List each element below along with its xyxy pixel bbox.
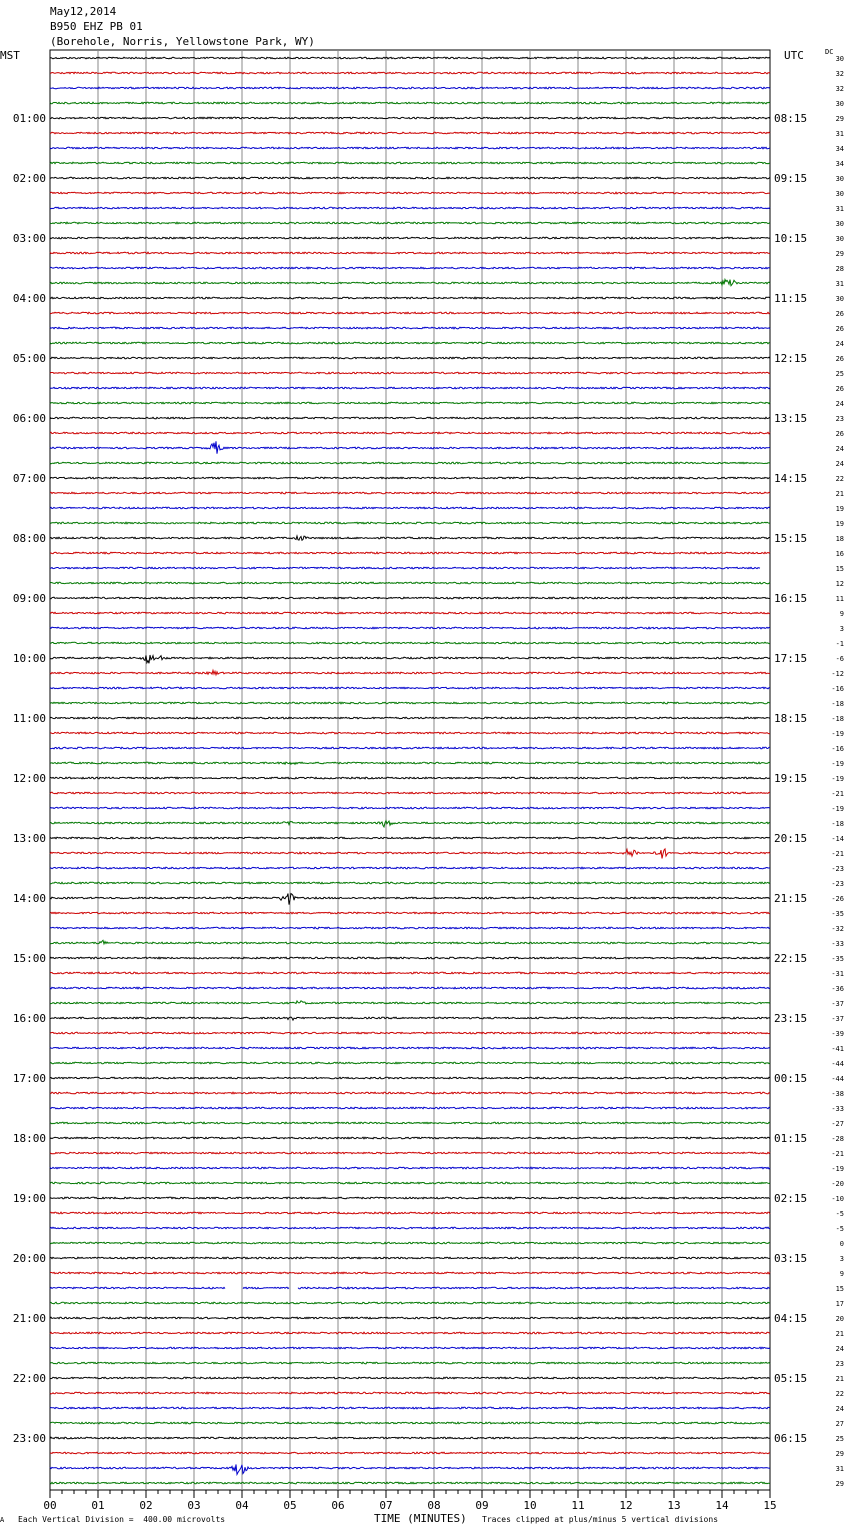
- trace-line: [50, 687, 770, 689]
- trace-line: [50, 1362, 770, 1364]
- dc-offset-label: 30: [835, 190, 844, 198]
- dc-offset-label: -19: [831, 1165, 844, 1173]
- footer-mark: A: [0, 1516, 5, 1524]
- right-hour-label: 06:15: [774, 1432, 808, 1445]
- dc-offset-label: 23: [835, 415, 844, 423]
- left-hour-label: 09:00: [12, 592, 46, 605]
- trace-line: [50, 732, 770, 734]
- right-hour-label: 15:15: [774, 532, 808, 545]
- dc-offset-label: -19: [831, 760, 844, 768]
- trace-line: [50, 1482, 770, 1484]
- trace-line: [50, 1047, 770, 1049]
- dc-offset-label: -35: [831, 955, 844, 963]
- dc-offset-label: 9: [839, 610, 844, 618]
- trace-line: [50, 536, 770, 540]
- trace-line: [50, 1317, 770, 1319]
- dc-offset-label: -41: [831, 1045, 844, 1053]
- trace-line: [50, 972, 770, 974]
- dc-offset-label: 17: [835, 1300, 844, 1308]
- dc-offset-label: 29: [835, 250, 844, 258]
- right-hour-label: 17:15: [774, 652, 808, 665]
- x-tick-label: 03: [187, 1499, 201, 1512]
- dc-offset-label: 30: [835, 100, 844, 108]
- trace-line: [50, 1272, 770, 1274]
- dc-offset-label: 31: [835, 1465, 844, 1473]
- left-hour-label: 08:00: [12, 532, 46, 545]
- trace-line: [50, 642, 770, 644]
- trace-line: [50, 87, 770, 89]
- trace-line: [50, 1001, 770, 1004]
- dc-offset-label: 21: [835, 490, 844, 498]
- left-hour-label: 01:00: [12, 112, 46, 125]
- left-hour-label: 18:00: [12, 1132, 46, 1145]
- trace-line: [50, 357, 770, 359]
- dc-offset-label: -27: [831, 1120, 844, 1128]
- dc-offset-label: -44: [831, 1060, 844, 1068]
- dc-offset-label: 31: [835, 280, 844, 288]
- dc-offset-label: 27: [835, 1420, 844, 1428]
- trace-line: [50, 342, 770, 344]
- left-hour-label: 14:00: [12, 892, 46, 905]
- dc-offset-label: 3: [839, 625, 844, 633]
- left-hour-label: 03:00: [12, 232, 46, 245]
- dc-offset-label: 16: [835, 550, 844, 558]
- left-hour-label: 16:00: [12, 1012, 46, 1025]
- dc-offset-label: -16: [831, 745, 844, 753]
- x-tick-label: 11: [571, 1499, 585, 1512]
- trace-line: [50, 1242, 770, 1244]
- dc-offset-label: 26: [835, 355, 844, 363]
- dc-offset-label: 15: [835, 1285, 844, 1293]
- dc-offset-label: -35: [831, 910, 844, 918]
- dc-offset-label: 29: [835, 115, 844, 123]
- dc-offset-label: 12: [835, 580, 844, 588]
- trace-line: [50, 1377, 770, 1379]
- dc-offset-label: 29: [835, 1480, 844, 1488]
- trace-line: [50, 821, 770, 827]
- right-hour-label: 05:15: [774, 1372, 808, 1385]
- trace-line: [50, 1092, 770, 1094]
- dc-offset-label: -38: [831, 1090, 844, 1098]
- dc-offset-label: 26: [835, 325, 844, 333]
- trace-line: [50, 717, 770, 719]
- trace-line: [50, 940, 770, 944]
- right-hour-label: 02:15: [774, 1192, 808, 1205]
- trace-line: [50, 1077, 770, 1079]
- trace-line: [50, 777, 770, 779]
- right-hour-label: 03:15: [774, 1252, 808, 1265]
- dc-offset-label: -23: [831, 880, 844, 888]
- trace-line: [50, 402, 770, 404]
- trace-line: [50, 837, 770, 839]
- dc-offset-label: -21: [831, 850, 844, 858]
- dc-offset-label: -14: [831, 835, 844, 843]
- left-hour-label: 13:00: [12, 832, 46, 845]
- dc-offset-label: -19: [831, 805, 844, 813]
- dc-offset-label: 19: [835, 520, 844, 528]
- left-hour-label: 23:00: [12, 1432, 46, 1445]
- dc-offset-label: 26: [835, 430, 844, 438]
- trace-line: [50, 612, 770, 614]
- dc-offset-label: 23: [835, 1360, 844, 1368]
- dc-offset-label: -19: [831, 730, 844, 738]
- left-hour-label: 15:00: [12, 952, 46, 965]
- dc-offset-label: 28: [835, 265, 844, 273]
- trace-line: [50, 441, 770, 453]
- trace-line: [50, 267, 770, 269]
- trace-line: [50, 582, 770, 584]
- trace-line: [50, 72, 770, 74]
- right-hour-label: 08:15: [774, 112, 808, 125]
- x-tick-label: 15: [763, 1499, 777, 1512]
- trace-line: [50, 867, 770, 869]
- dc-offset-label: 24: [835, 460, 844, 468]
- left-hour-label: 19:00: [12, 1192, 46, 1205]
- left-timezone-label: MST: [0, 49, 20, 62]
- dc-offset-label: 34: [835, 160, 844, 168]
- dc-offset-label: 24: [835, 340, 844, 348]
- trace-line: [50, 597, 770, 599]
- right-hour-label: 11:15: [774, 292, 808, 305]
- trace-line: [50, 432, 770, 434]
- x-tick-label: 08: [427, 1499, 441, 1512]
- trace-line: [50, 702, 770, 704]
- trace-line: [50, 372, 770, 374]
- dc-offset-label: -16: [831, 685, 844, 693]
- left-hour-label: 21:00: [12, 1312, 46, 1325]
- dc-offset-label: 29: [835, 1450, 844, 1458]
- x-tick-label: 14: [715, 1499, 729, 1512]
- dc-offset-label: -31: [831, 970, 844, 978]
- trace-line: [50, 1422, 770, 1424]
- trace-line: [50, 417, 770, 419]
- trace-line: [50, 1392, 770, 1394]
- x-tick-label: 00: [43, 1499, 57, 1512]
- x-tick-label: 01: [91, 1499, 105, 1512]
- trace-line: [50, 882, 770, 884]
- dc-offset-label: 30: [835, 235, 844, 243]
- dc-offset-label: -18: [831, 715, 844, 723]
- trace-line: [50, 627, 770, 629]
- trace-line: [50, 312, 770, 314]
- trace-line: [50, 1167, 770, 1169]
- left-hour-label: 11:00: [12, 712, 46, 725]
- right-hour-label: 13:15: [774, 412, 808, 425]
- dc-offset-label: 24: [835, 445, 844, 453]
- dc-offset-label: 31: [835, 130, 844, 138]
- x-tick-label: 13: [667, 1499, 681, 1512]
- dc-label: DC: [825, 48, 834, 56]
- dc-offset-label: 19: [835, 505, 844, 513]
- trace-line: [50, 477, 770, 479]
- right-hour-label: 19:15: [774, 772, 808, 785]
- left-hour-label: 22:00: [12, 1372, 46, 1385]
- trace-line: [50, 492, 770, 494]
- dc-offset-label: 26: [835, 385, 844, 393]
- trace-line: [50, 927, 770, 929]
- right-timezone-label: UTC: [784, 49, 804, 62]
- dc-offset-label: 22: [835, 1390, 844, 1398]
- x-tick-label: 12: [619, 1499, 633, 1512]
- right-hour-label: 12:15: [774, 352, 808, 365]
- left-hour-label: 20:00: [12, 1252, 46, 1265]
- trace-line: [50, 552, 770, 554]
- right-hour-label: 20:15: [774, 832, 808, 845]
- trace-line: [50, 462, 770, 464]
- trace-line: [50, 670, 770, 674]
- trace-line: [50, 1137, 770, 1139]
- header-station: B950 EHZ PB 01: [50, 20, 143, 33]
- trace-line: [50, 117, 770, 119]
- trace-line: [50, 280, 770, 286]
- right-hour-label: 00:15: [774, 1072, 808, 1085]
- dc-offset-label: -18: [831, 700, 844, 708]
- dc-offset-label: 26: [835, 310, 844, 318]
- dc-offset-label: 21: [835, 1330, 844, 1338]
- dc-offset-label: 9: [839, 1270, 844, 1278]
- dc-offset-label: -36: [831, 985, 844, 993]
- dc-offset-label: 21: [835, 1375, 844, 1383]
- trace-line: [50, 177, 770, 179]
- trace-line: [50, 102, 770, 104]
- right-hour-label: 16:15: [774, 592, 808, 605]
- trace-line: [50, 1347, 770, 1349]
- trace-line: [50, 297, 770, 299]
- dc-offset-label: -23: [831, 865, 844, 873]
- x-tick-label: 02: [139, 1499, 153, 1512]
- trace-line: [50, 162, 770, 164]
- trace-line: [50, 1407, 770, 1409]
- dc-offset-label: 24: [835, 1345, 844, 1353]
- right-hour-label: 23:15: [774, 1012, 808, 1025]
- x-tick-label: 07: [379, 1499, 393, 1512]
- dc-offset-label: 20: [835, 1315, 844, 1323]
- trace-line: [50, 655, 770, 663]
- dc-offset-label: 22: [835, 475, 844, 483]
- trace-line: [50, 1287, 770, 1289]
- dc-offset-label: 25: [835, 370, 844, 378]
- dc-offset-label: -5: [835, 1225, 844, 1233]
- x-tick-label: 06: [331, 1499, 345, 1512]
- trace-line: [50, 1032, 770, 1034]
- dc-offset-label: -21: [831, 1150, 844, 1158]
- x-axis-title: TIME (MINUTES): [374, 1512, 467, 1525]
- left-hour-label: 05:00: [12, 352, 46, 365]
- dc-offset-label: 18: [835, 535, 844, 543]
- left-hour-label: 17:00: [12, 1072, 46, 1085]
- x-tick-label: 09: [475, 1499, 489, 1512]
- left-hour-label: 10:00: [12, 652, 46, 665]
- dc-offset-label: 24: [835, 400, 844, 408]
- dc-offset-label: 3: [839, 1255, 844, 1263]
- dc-offset-label: -28: [831, 1135, 844, 1143]
- trace-line: [50, 237, 770, 239]
- trace-line: [50, 387, 770, 389]
- trace-line: [50, 912, 770, 914]
- x-tick-label: 05: [283, 1499, 297, 1512]
- dc-offset-label: -5: [835, 1210, 844, 1218]
- dc-offset-label: 30: [835, 220, 844, 228]
- header-date: May12,2014: [50, 5, 117, 18]
- dc-offset-label: -6: [835, 655, 844, 663]
- dc-offset-label: -26: [831, 895, 844, 903]
- dc-offset-label: -10: [831, 1195, 844, 1203]
- trace-line: [50, 327, 770, 329]
- dc-offset-label: -33: [831, 1105, 844, 1113]
- left-hour-label: 02:00: [12, 172, 46, 185]
- dc-offset-label: 34: [835, 145, 844, 153]
- trace-line: [50, 1437, 770, 1439]
- dc-offset-label: -39: [831, 1030, 844, 1038]
- left-hour-label: 12:00: [12, 772, 46, 785]
- dc-offset-label: 30: [835, 295, 844, 303]
- dc-offset-label: -19: [831, 775, 844, 783]
- right-hour-label: 01:15: [774, 1132, 808, 1145]
- trace-line: [50, 807, 770, 809]
- trace-line: [50, 849, 770, 859]
- dc-offset-label: -1: [835, 640, 844, 648]
- dc-offset-label: -37: [831, 1015, 844, 1023]
- trace-line: [50, 1152, 770, 1154]
- dc-offset-label: 25: [835, 1435, 844, 1443]
- trace-line: [50, 507, 770, 509]
- dc-offset-label: -18: [831, 820, 844, 828]
- dc-offset-label: -33: [831, 940, 844, 948]
- trace-line: [50, 1464, 770, 1474]
- trace-line: [50, 957, 770, 959]
- left-hour-label: 06:00: [12, 412, 46, 425]
- trace-line: [50, 762, 770, 764]
- right-hour-label: 14:15: [774, 472, 808, 485]
- dc-offset-label: 30: [835, 175, 844, 183]
- trace-line: [50, 1062, 770, 1064]
- footer-scale-text: Each Vertical Division = 400.00 microvolts: [18, 1515, 226, 1524]
- dc-offset-label: 31: [835, 205, 844, 213]
- right-hour-label: 09:15: [774, 172, 808, 185]
- dc-offset-label: -37: [831, 1000, 844, 1008]
- right-hour-label: 04:15: [774, 1312, 808, 1325]
- trace-line: [50, 522, 770, 524]
- trace-line: [50, 792, 770, 794]
- dc-offset-label: 11: [835, 595, 844, 603]
- dc-offset-label: -21: [831, 790, 844, 798]
- right-hour-label: 10:15: [774, 232, 808, 245]
- footer-clip-text: Traces clipped at plus/minus 5 vertical divisions: [482, 1515, 719, 1524]
- dc-offset-label: 32: [835, 70, 844, 78]
- trace-line: [50, 1227, 770, 1229]
- trace-line: [50, 222, 770, 224]
- trace-line: [50, 1302, 770, 1304]
- right-hour-label: 18:15: [774, 712, 808, 725]
- trace-line: [50, 1212, 770, 1214]
- trace-line: [50, 57, 770, 59]
- trace-line: [50, 894, 770, 905]
- dc-offset-label: 32: [835, 85, 844, 93]
- dc-offset-label: -12: [831, 670, 844, 678]
- trace-line: [50, 192, 770, 194]
- dc-offset-label: 30: [835, 55, 844, 63]
- header-location: (Borehole, Norris, Yellowstone Park, WY): [50, 35, 315, 48]
- x-tick-label: 04: [235, 1499, 249, 1512]
- right-hour-label: 21:15: [774, 892, 808, 905]
- trace-line: [50, 1107, 770, 1109]
- dc-offset-label: -44: [831, 1075, 844, 1083]
- left-hour-label: 04:00: [12, 292, 46, 305]
- trace-line: [50, 1017, 770, 1020]
- trace-line: [50, 1452, 770, 1454]
- trace-line: [50, 567, 760, 569]
- trace-line: [50, 147, 770, 149]
- dc-offset-label: -32: [831, 925, 844, 933]
- trace-line: [50, 1122, 770, 1124]
- trace-line: [50, 1182, 770, 1184]
- right-hour-label: 22:15: [774, 952, 808, 965]
- trace-line: [50, 1257, 770, 1259]
- left-hour-label: 07:00: [12, 472, 46, 485]
- trace-line: [50, 252, 770, 254]
- trace-line: [50, 1197, 770, 1199]
- dc-offset-label: 0: [839, 1240, 844, 1248]
- trace-line: [50, 207, 770, 209]
- dc-offset-label: -20: [831, 1180, 844, 1188]
- dc-offset-label: 15: [835, 565, 844, 573]
- trace-line: [50, 1332, 770, 1334]
- trace-line: [50, 987, 770, 989]
- trace-line: [50, 747, 770, 749]
- x-tick-label: 10: [523, 1499, 537, 1512]
- trace-line: [50, 132, 770, 134]
- dc-offset-label: 24: [835, 1405, 844, 1413]
